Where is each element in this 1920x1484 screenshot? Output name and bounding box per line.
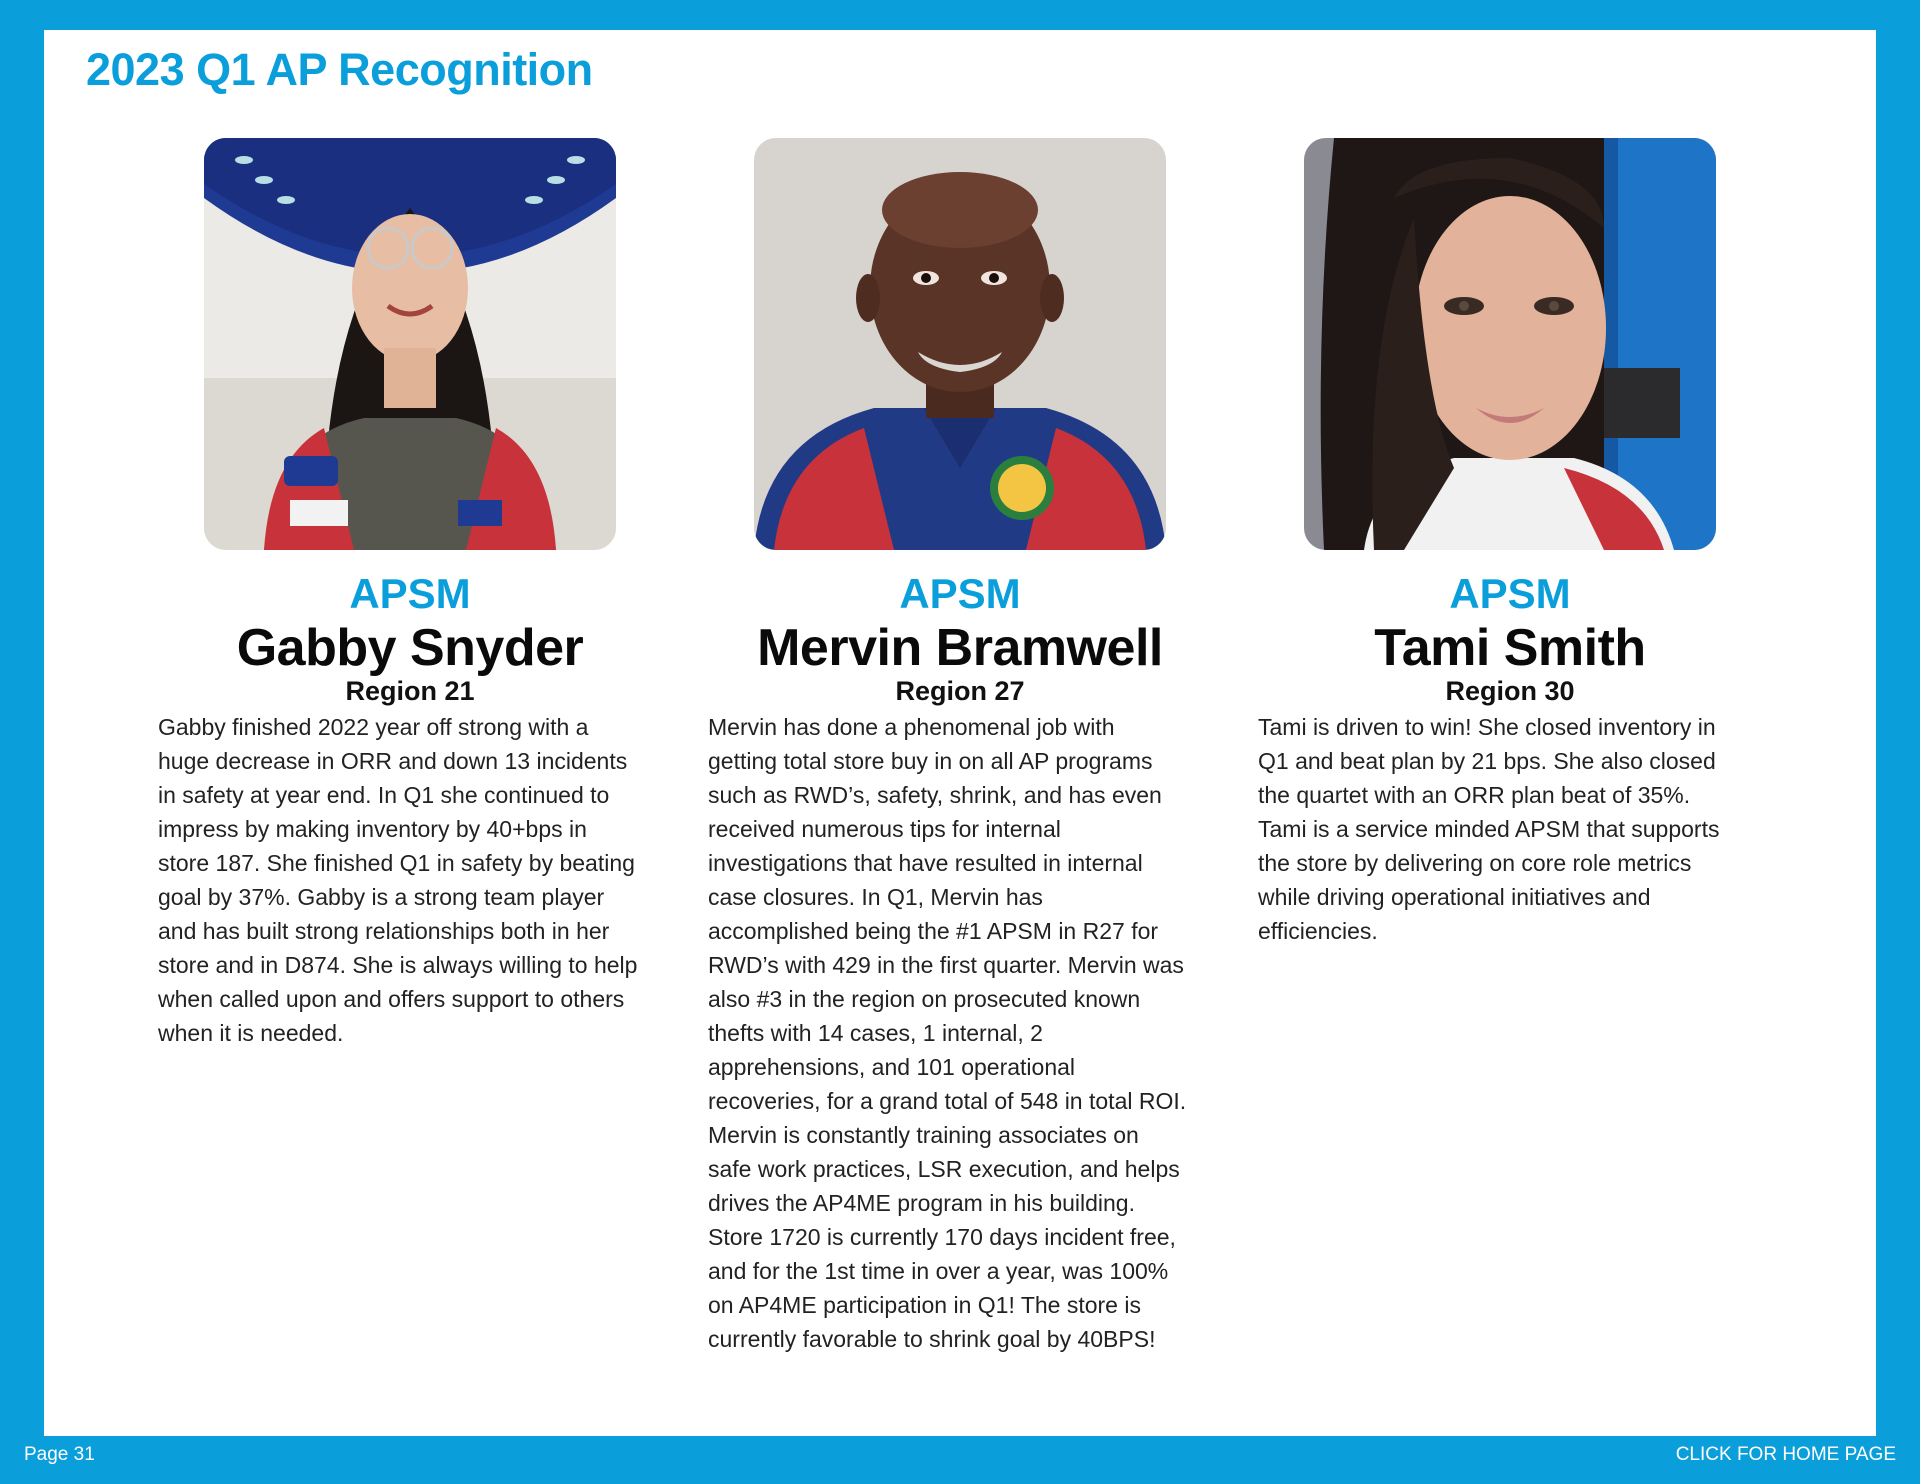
- recipient-name: Gabby Snyder: [236, 619, 584, 677]
- portrait-photo-icon: [754, 138, 1166, 550]
- recipient-description: Gabby finished 2022 year off strong with a huge decrease in ORR and down 13 incidents in safety at year end. In Q1 she continued to impress by making inventory by 40+bps in store 187. She finished Q1 in safety by beating goal by 37%. Gabby is a strong team player and has built strong relationships both in her store and in D874. She is always willing to help when called upon and offers support to others when it is needed.: [158, 714, 638, 1046]
- portrait-photo-icon: [204, 138, 616, 550]
- region-label: Region 30: [1445, 676, 1575, 706]
- recipient-description: Tami is driven to win! She closed inventory in Q1 and beat plan by 21 bps. She also closed the quartet with an ORR plan beat of 35%. Tami is a service minded APSM that supports the store by delivering on core role metrics while driving operational initiatives and efficiencies.: [1258, 714, 1720, 944]
- role-label: APSM: [349, 570, 471, 617]
- portrait-photo-icon: [1304, 138, 1716, 550]
- portrait-photo-gabby: [204, 138, 616, 550]
- portrait-photo-tami: [1304, 138, 1716, 550]
- recipient-name: Mervin Bramwell: [757, 619, 1163, 677]
- portrait-photo-mervin: [754, 138, 1166, 550]
- recipient-name: Tami Smith: [1374, 619, 1646, 677]
- home-page-link[interactable]: CLICK FOR HOME PAGE: [1675, 1444, 1896, 1465]
- region-label: Region 21: [345, 676, 475, 706]
- page-number: Page 31: [24, 1444, 95, 1465]
- page-title: 2023 Q1 AP Recognition: [86, 44, 593, 95]
- region-label: Region 27: [895, 676, 1025, 706]
- role-label: APSM: [1449, 570, 1571, 617]
- role-label: APSM: [899, 570, 1021, 617]
- recipient-description: Mervin has done a phenomenal job with getting total store buy in on all AP programs such as RWD’s, safety, shrink, and has even received numerous tips for internal investigations that have resulted in internal case closures. In Q1, Mervin has accomplished being the #1 APSM in R27 for RWD’s with 429 in the first quarter. Mervin was also #3 in the region on prosecuted known thefts with 14 cases, 1 internal, 2 apprehensions, and 101 operational recoveries, for a grand total of 548 in total ROI. Mervin is constantly training associates on safe work practices, LSR execution, and helps drives the AP4ME program in his building. Store 1720 is currently 170 days incident free, and for the 1st time in over a year, was 100% on AP4ME participation in Q1! The store is currently favorable to shrink goal by 40BPS!: [708, 714, 1187, 1352]
